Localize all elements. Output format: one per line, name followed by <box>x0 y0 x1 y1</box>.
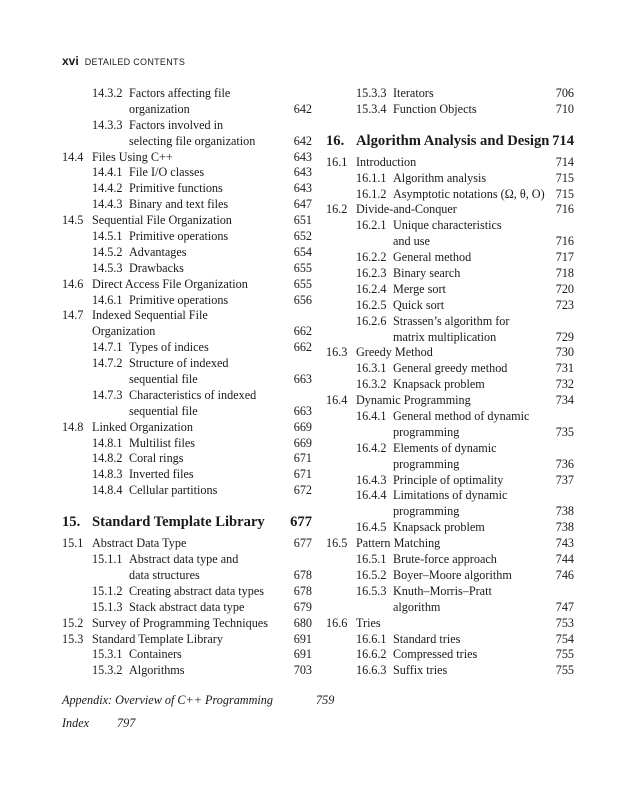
toc-entry-title: Brute-force approach <box>393 552 497 567</box>
appendix-page: 759 <box>316 693 335 707</box>
toc-entry-title: Factors involved in <box>129 117 224 132</box>
index-page: 797 <box>117 716 136 730</box>
toc-entry-page: 755 <box>555 663 574 678</box>
toc-entry-number: 14.5.3 <box>92 260 123 275</box>
toc-entry[interactable] <box>62 118 312 134</box>
toc-entry-number: 15.1 <box>62 536 84 551</box>
toc-entry-number: 15.3 <box>62 631 84 646</box>
toc-entry-number: 15.1.3 <box>92 599 123 614</box>
toc-entry[interactable] <box>62 165 312 181</box>
toc-entry[interactable] <box>62 600 312 616</box>
toc-entry-title: Algorithm analysis <box>393 170 487 185</box>
toc-entry-title: Knapsack problem <box>393 377 485 392</box>
toc-entry[interactable] <box>326 393 574 409</box>
toc-entry-page: 729 <box>555 329 574 344</box>
toc-entry-title: programming <box>393 504 460 519</box>
toc-entry[interactable] <box>62 420 312 436</box>
toc-entry[interactable] <box>326 568 574 584</box>
toc-entry-title: Limitations of dynamic <box>393 488 508 503</box>
toc-entry-title: programming <box>393 456 460 471</box>
toc-entry[interactable] <box>62 86 312 102</box>
toc-entry-page: 642 <box>293 133 312 148</box>
toc-entry-page: 647 <box>293 197 312 212</box>
toc-entry-number: 14.4.2 <box>92 181 123 196</box>
toc-entry[interactable] <box>326 102 574 118</box>
toc-entry[interactable] <box>326 616 574 632</box>
toc-entry-title: Types of indices <box>129 340 209 355</box>
toc-entry-title: Asymptotic notations (Ω, θ, O) <box>393 186 545 201</box>
toc-entry-page: 731 <box>555 361 574 376</box>
toc-entry-page: 643 <box>293 181 312 196</box>
toc-entry-title: General method of dynamic <box>393 409 530 424</box>
toc-entry[interactable] <box>326 377 574 393</box>
toc-entry[interactable] <box>62 102 312 118</box>
toc-entry-page: 703 <box>293 663 312 678</box>
toc-entry-title: Boyer–Moore algorithm <box>393 567 512 582</box>
toc-entry-page: 691 <box>293 647 312 662</box>
toc-entry-number: 15.1.1 <box>92 552 123 567</box>
toc-entry-page: 734 <box>555 393 574 408</box>
toc-appendix-entry[interactable] <box>62 693 335 708</box>
toc-entry-page: 652 <box>293 229 312 244</box>
toc-entry-title: Binary search <box>393 266 461 281</box>
toc-entry[interactable] <box>62 536 312 552</box>
toc-entry[interactable] <box>326 218 574 234</box>
toc-entry-page: 730 <box>555 345 574 360</box>
toc-entry-page: 642 <box>293 101 312 116</box>
toc-entry-number: 14.7.1 <box>92 340 123 355</box>
toc-entry-page: 716 <box>555 202 574 217</box>
toc-entry-page: 737 <box>555 472 574 487</box>
toc-entry-title: Principle of optimality <box>393 472 504 487</box>
toc-entry-page: 643 <box>293 149 312 164</box>
toc-entry-title: Elements of dynamic <box>393 440 497 455</box>
toc-entry-number: 16.2.2 <box>356 250 387 265</box>
toc-entry[interactable] <box>326 330 574 346</box>
toc-column-left <box>62 86 312 679</box>
toc-entry[interactable] <box>326 171 574 187</box>
toc-entry[interactable] <box>62 308 312 324</box>
toc-entry-title: sequential file <box>129 403 198 418</box>
toc-entry-number: 16.5.1 <box>356 552 387 567</box>
toc-entry-page: 656 <box>293 292 312 307</box>
page-header <box>62 52 185 70</box>
toc-entry[interactable] <box>326 345 574 361</box>
toc-entry[interactable] <box>62 568 312 584</box>
toc-entry-number: 15. <box>62 514 81 531</box>
toc-entry-title: Suffix tries <box>393 663 448 678</box>
toc-entry[interactable] <box>62 181 312 197</box>
toc-entry-number: 16.3.2 <box>356 377 387 392</box>
toc-entry-number: 14.5.2 <box>92 244 123 259</box>
toc-entry-page: 669 <box>293 435 312 450</box>
toc-entry-number: 15.3.1 <box>92 647 123 662</box>
toc-entry-title: Survey of Programming Techniques <box>92 615 268 630</box>
toc-entry[interactable] <box>326 647 574 663</box>
toc-entry-page: 679 <box>293 599 312 614</box>
toc-entry-number: 14.7 <box>62 308 84 323</box>
toc-entry[interactable] <box>62 663 312 679</box>
toc-entry-title: programming <box>393 424 460 439</box>
toc-entry-title: Abstract Data Type <box>92 536 187 551</box>
toc-entry[interactable] <box>326 409 574 425</box>
toc-entry-page: 691 <box>293 631 312 646</box>
page-number: xvi <box>62 54 79 68</box>
toc-entry[interactable] <box>326 441 574 457</box>
toc-entry[interactable] <box>326 234 574 250</box>
toc-entry[interactable] <box>62 404 312 420</box>
toc-entry-page: 662 <box>293 340 312 355</box>
toc-entry-title: Sequential File Organization <box>92 213 232 228</box>
toc-entry-page: 655 <box>293 276 312 291</box>
toc-entry-number: 16.4 <box>326 393 348 408</box>
toc-entry[interactable] <box>62 324 312 340</box>
toc-entry-page: 655 <box>293 260 312 275</box>
toc-entry-number: 14.7.2 <box>92 356 123 371</box>
toc-entry-title: Merge sort <box>393 281 446 296</box>
toc-index-entry[interactable] <box>62 716 136 731</box>
toc-entry[interactable] <box>62 293 312 309</box>
toc-entry-number: 16.6.3 <box>356 663 387 678</box>
toc-entry-page: 736 <box>555 456 574 471</box>
toc-entry-title: Advantages <box>129 244 187 259</box>
toc-entry-title: Knuth–Morris–Pratt <box>393 583 492 598</box>
toc-entry-page: 743 <box>555 536 574 551</box>
toc-entry-number: 14.4.1 <box>92 165 123 180</box>
toc-entry-title: Quick sort <box>393 297 445 312</box>
toc-entry[interactable] <box>326 504 574 520</box>
toc-entry-title: Containers <box>129 647 182 662</box>
toc-entry-page: 680 <box>293 615 312 630</box>
toc-entry-title: Pattern Matching <box>356 536 441 551</box>
toc-entry[interactable] <box>326 155 574 171</box>
toc-entry[interactable] <box>326 202 574 218</box>
toc-entry-title: matrix multiplication <box>393 329 497 344</box>
toc-entry-number: 14.6.1 <box>92 292 123 307</box>
toc-entry[interactable] <box>62 197 312 213</box>
toc-entry[interactable] <box>62 150 312 166</box>
toc-entry[interactable] <box>62 356 312 372</box>
toc-entry-title: Standard Template Library <box>92 514 265 531</box>
toc-entry-page: 754 <box>555 631 574 646</box>
toc-entry-page: 671 <box>293 467 312 482</box>
toc-entry-number: 16.4.4 <box>356 488 387 503</box>
toc-entry[interactable] <box>62 372 312 388</box>
toc-entry-number: 14.4.3 <box>92 197 123 212</box>
toc-entry-page: 710 <box>555 101 574 116</box>
toc-entry-number: 16.5.2 <box>356 567 387 582</box>
toc-entry-number: 16.2 <box>326 202 348 217</box>
toc-entry-page: 663 <box>293 372 312 387</box>
toc-entry-number: 15.2 <box>62 615 84 630</box>
toc-entry-number: 14.8.1 <box>92 435 123 450</box>
toc-entry-number: 14.8 <box>62 419 84 434</box>
toc-entry-page: 753 <box>555 615 574 630</box>
toc-entry-page: 643 <box>293 165 312 180</box>
toc-entry[interactable] <box>62 451 312 467</box>
toc-entry-page: 678 <box>293 567 312 582</box>
toc-entry[interactable] <box>62 229 312 245</box>
toc-entry-title: Introduction <box>356 154 417 169</box>
toc-entry-title: Dynamic Programming <box>356 393 471 408</box>
toc-entry[interactable] <box>62 213 312 229</box>
toc-entry[interactable] <box>62 134 312 150</box>
toc-entry-title: algorithm <box>393 599 441 614</box>
toc-entry[interactable] <box>326 632 574 648</box>
toc-entry-title: Primitive operations <box>129 229 229 244</box>
toc-entry-title: Binary and text files <box>129 197 229 212</box>
toc-entry-title: Multilist files <box>129 435 196 450</box>
toc-entry[interactable] <box>326 282 574 298</box>
toc-entry-title: Standard tries <box>393 631 461 646</box>
toc-entry[interactable] <box>62 245 312 261</box>
toc-entry-page: 723 <box>555 297 574 312</box>
toc-entry-page: 715 <box>555 186 574 201</box>
toc-entry-page: 735 <box>555 424 574 439</box>
toc-entry-page: 715 <box>555 170 574 185</box>
toc-entry-number: 15.1.2 <box>92 583 123 598</box>
toc-entry-page: 706 <box>555 86 574 100</box>
toc-entry-title: Knapsack problem <box>393 520 485 535</box>
toc-entry[interactable] <box>62 584 312 600</box>
toc-entry[interactable] <box>326 536 574 552</box>
toc-entry-page: 669 <box>293 419 312 434</box>
toc-entry[interactable] <box>326 600 574 616</box>
toc-entry-number: 14.6 <box>62 276 84 291</box>
toc-entry-page: 738 <box>555 504 574 519</box>
toc-entry[interactable] <box>326 663 574 679</box>
toc-entry[interactable] <box>326 86 574 102</box>
toc-entry[interactable] <box>326 488 574 504</box>
toc-entry-title: Drawbacks <box>129 260 184 275</box>
toc-entry-title: General method <box>393 250 472 265</box>
toc-entry-title: Coral rings <box>129 451 184 466</box>
toc-entry-page: 677 <box>290 514 312 531</box>
toc-entry-title: Tries <box>356 615 381 630</box>
toc-entry-page: 747 <box>555 599 574 614</box>
toc-entry-page: 718 <box>555 266 574 281</box>
toc-entry-page: 671 <box>293 451 312 466</box>
toc-entry-number: 16.6 <box>326 615 348 630</box>
toc-entry-number: 14.8.2 <box>92 451 123 466</box>
toc-entry[interactable] <box>62 436 312 452</box>
toc-entry-title: Direct Access File Organization <box>92 276 248 291</box>
toc-entry-number: 16.2.3 <box>356 266 387 281</box>
toc-entry-title: Unique characteristics <box>393 218 502 233</box>
toc-entry-title: Indexed Sequential File <box>92 308 208 323</box>
toc-entry-number: 16.2.6 <box>356 313 387 328</box>
toc-entry-title: selecting file organization <box>129 133 256 148</box>
index-title: Index <box>62 716 90 730</box>
toc-entry-title: Compressed tries <box>393 647 478 662</box>
toc-entry-title: sequential file <box>129 372 198 387</box>
toc-entry-number: 16.2.4 <box>356 281 387 296</box>
toc-entry-title: Abstract data type and <box>129 552 239 567</box>
toc-entry-title: File I/O classes <box>129 165 205 180</box>
toc-entry-page: 651 <box>293 213 312 228</box>
toc-entry[interactable] <box>326 250 574 266</box>
toc-entry-number: 14.5.1 <box>92 229 123 244</box>
toc-entry-number: 16.4.1 <box>356 409 387 424</box>
toc-entry-number: 16.4.3 <box>356 472 387 487</box>
toc-entry-title: Iterators <box>393 86 434 100</box>
toc-entry-number: 16.6.2 <box>356 647 387 662</box>
toc-entry-number: 16.1 <box>326 154 348 169</box>
toc-entry[interactable] <box>62 647 312 663</box>
toc-entry-page: 714 <box>555 154 574 169</box>
toc-chapter-entry[interactable] <box>326 130 574 152</box>
toc-entry-title: Standard Template Library <box>92 631 223 646</box>
toc-entry[interactable] <box>62 483 312 499</box>
toc-entry-number: 14.7.3 <box>92 387 123 402</box>
toc-entry-page: 720 <box>555 281 574 296</box>
toc-entry-page: 662 <box>293 324 312 339</box>
toc-entry[interactable] <box>62 552 312 568</box>
toc-entry-title: Creating abstract data types <box>129 583 265 598</box>
toc-entry-title: Stack abstract data type <box>129 599 245 614</box>
toc-entry-title: organization <box>129 101 190 116</box>
toc-entry-title: data structures <box>129 567 200 582</box>
toc-entry-title: Divide-and-Conquer <box>356 202 457 217</box>
toc-entry-number: 16.2.1 <box>356 218 387 233</box>
toc-entry-number: 16.5.3 <box>356 583 387 598</box>
toc-entry-page: 746 <box>555 567 574 582</box>
toc-entry-number: 16.4.2 <box>356 440 387 455</box>
toc-entry-page: 744 <box>555 552 574 567</box>
toc-entry-number: 14.3.2 <box>92 86 123 100</box>
toc-entry-title: Structure of indexed <box>129 356 229 371</box>
toc-entry-page: 714 <box>552 132 574 149</box>
toc-entry-number: 16.2.5 <box>356 297 387 312</box>
toc-entry-title: Cellular partitions <box>129 483 218 498</box>
toc-entry[interactable] <box>326 552 574 568</box>
toc-entry-title: Inverted files <box>129 467 194 482</box>
toc-entry-number: 16.1.2 <box>356 186 387 201</box>
toc-entry-number: 15.3.3 <box>356 86 387 100</box>
toc-entry-title: Files Using C++ <box>92 149 173 164</box>
toc-entry-page: 678 <box>293 583 312 598</box>
toc-entry[interactable] <box>62 467 312 483</box>
running-title: DETAILED CONTENTS <box>84 57 186 67</box>
toc-entry-title: Organization <box>92 324 156 339</box>
toc-chapter-entry[interactable] <box>62 511 312 533</box>
toc-entry-number: 16.3 <box>326 345 348 360</box>
toc-entry-title: Factors affecting file <box>129 86 231 100</box>
toc-entry-title: Strassen’s algorithm for <box>393 313 510 328</box>
toc-entry-title: Primitive functions <box>129 181 223 196</box>
toc-entry-number: 14.8.3 <box>92 467 123 482</box>
toc-entry-title: Linked Organization <box>92 419 193 434</box>
toc-entry-number: 16.3.1 <box>356 361 387 376</box>
toc-entry-number: 14.5 <box>62 213 84 228</box>
toc-entry-number: 14.4 <box>62 149 84 164</box>
toc-entry-title: Function Objects <box>393 101 477 116</box>
toc-entry-number: 14.3.3 <box>92 117 123 132</box>
toc-entry[interactable] <box>62 277 312 293</box>
toc-entry[interactable] <box>326 314 574 330</box>
toc-entry[interactable] <box>326 298 574 314</box>
toc-entry-number: 16.5 <box>326 536 348 551</box>
toc-entry[interactable] <box>326 520 574 536</box>
toc-entry-title: Greedy Method <box>356 345 433 360</box>
toc-entry[interactable] <box>62 632 312 648</box>
toc-entry-title: and use <box>393 234 430 249</box>
toc-entry[interactable] <box>62 261 312 277</box>
toc-entry-number: 16.6.1 <box>356 631 387 646</box>
toc-entry[interactable] <box>326 473 574 489</box>
toc-entry-number: 16. <box>326 132 345 149</box>
toc-column-right <box>326 86 574 679</box>
toc-entry-number: 15.3.2 <box>92 663 123 678</box>
toc-entry[interactable] <box>326 584 574 600</box>
toc-entry-page: 716 <box>555 234 574 249</box>
toc-entry[interactable] <box>62 340 312 356</box>
toc-entry[interactable] <box>326 361 574 377</box>
toc-entry-page: 672 <box>293 483 312 498</box>
toc-entry-page: 663 <box>293 403 312 418</box>
toc-entry[interactable] <box>326 266 574 282</box>
toc-entry-title: Characteristics of indexed <box>129 387 257 402</box>
toc-entry-title: Primitive operations <box>129 292 229 307</box>
toc-entry-title: General greedy method <box>393 361 508 376</box>
toc-entry[interactable] <box>326 187 574 203</box>
toc-entry[interactable] <box>326 457 574 473</box>
appendix-title: Appendix: Overview of C++ Programming <box>62 693 273 707</box>
toc-entry-page: 755 <box>555 647 574 662</box>
toc-entry-title: Algorithm Analysis and Design <box>356 132 550 149</box>
toc-entry[interactable] <box>62 616 312 632</box>
toc-entry-number: 16.1.1 <box>356 170 387 185</box>
toc-entry-page: 677 <box>293 536 312 551</box>
toc-entry[interactable] <box>62 388 312 404</box>
toc-entry[interactable] <box>326 425 574 441</box>
toc-entry-title: Algorithms <box>129 663 185 678</box>
toc-entry-page: 654 <box>293 244 312 259</box>
toc-entry-page: 732 <box>555 377 574 392</box>
toc-entry-page: 738 <box>555 520 574 535</box>
toc-entry-number: 14.8.4 <box>92 483 123 498</box>
toc-entry-number: 16.4.5 <box>356 520 387 535</box>
toc-entry-page: 717 <box>555 250 574 265</box>
toc-entry-number: 15.3.4 <box>356 101 387 116</box>
